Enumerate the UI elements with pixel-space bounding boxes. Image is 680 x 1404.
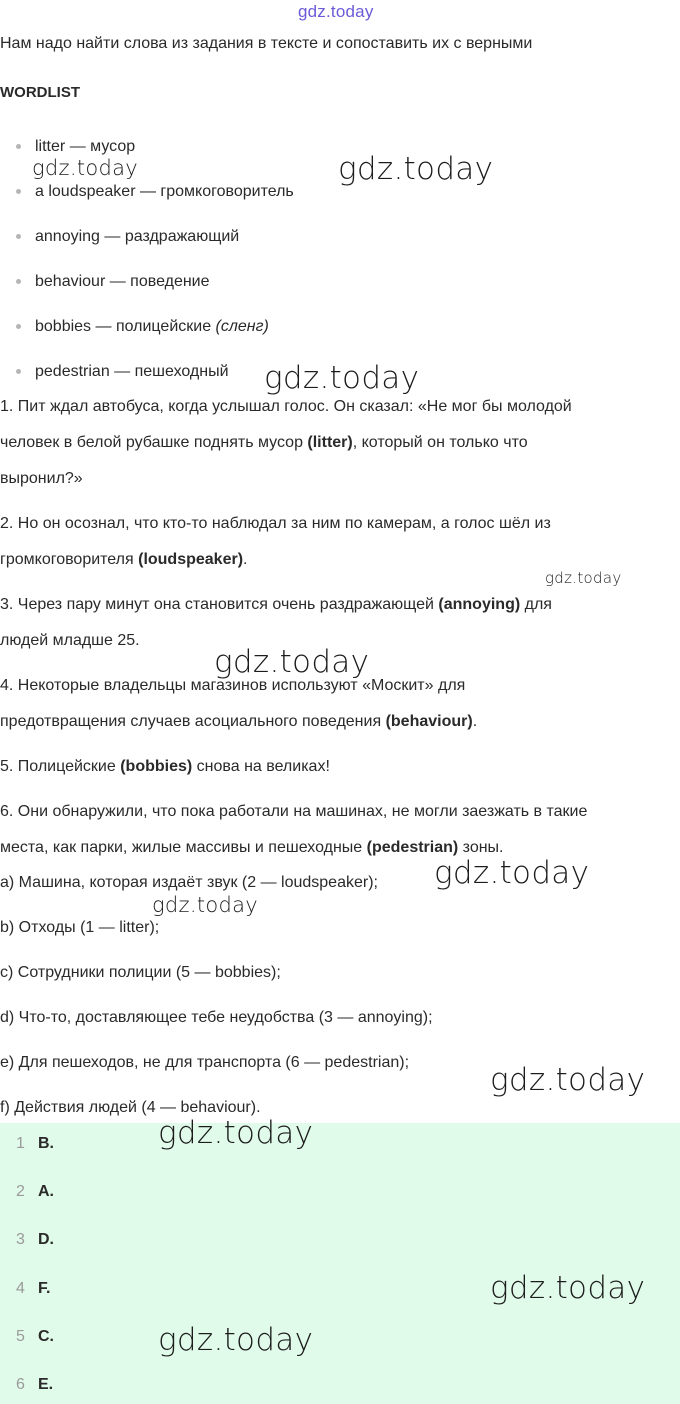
wordlist-item: a loudspeaker — громкоговоритель <box>16 183 294 201</box>
wordlist-item: annoying — раздражающий <box>16 228 239 246</box>
wordlist-item: litter — мусор <box>16 138 135 156</box>
match-item: b) Отходы (1 — litter); <box>0 919 160 936</box>
paragraph-5: 5. Полицейские (bobbies) снова на великах! <box>0 758 330 775</box>
watermark: gdz.today <box>264 360 420 396</box>
wordlist-heading: WORDLIST <box>0 84 80 101</box>
watermark: gdz.today <box>434 855 590 891</box>
match-item: e) Для пешеходов, не для транспорта (6 — pedestrian); <box>0 1054 410 1071</box>
answer-row: 5 C. <box>16 1328 54 1345</box>
bullet-icon <box>16 144 21 149</box>
watermark: gdz.today <box>158 1322 314 1358</box>
paragraph-2: 2. Но он осознал, что кто-то наблюдал за ним по камерам, а голос шёл из громкоговорителя (loudspeaker). <box>0 515 551 568</box>
answer-row: 2 A. <box>16 1183 54 1200</box>
answer-row: 6 E. <box>16 1376 54 1393</box>
answer-row: 1 B. <box>16 1135 54 1152</box>
answer-block <box>0 1123 680 1404</box>
bullet-icon <box>16 324 21 329</box>
match-item: a) Машина, которая издаёт звук (2 — loudspeaker); <box>0 874 378 891</box>
match-item: f) Действия людей (4 — behaviour). <box>0 1099 261 1116</box>
bullet-icon <box>16 234 21 239</box>
watermark: gdz.today <box>490 1062 646 1098</box>
wordlist-item: bobbies — полицейские (сленг) <box>16 318 269 336</box>
wordlist-item: behaviour — поведение <box>16 273 210 291</box>
paragraph-3: 3. Через пару минут она становится очень раздражающей (annoying) для людей младше 25. <box>0 596 552 649</box>
paragraph-4: 4. Некоторые владельцы магазинов используют «Москит» для предотвращения случаев асоциального поведения (behaviour). <box>0 677 478 730</box>
site-logo[interactable]: gdz.today <box>298 2 374 21</box>
wordlist-item: pedestrian — пешеходный <box>16 363 229 381</box>
match-item: c) Сотрудники полиции (5 — bobbies); <box>0 964 281 981</box>
bullet-icon <box>16 279 21 284</box>
answer-row: 3 D. <box>16 1231 54 1248</box>
paragraph-6: 6. Они обнаружили, что пока работали на машинах, не могли заезжать в такие места, как парки, жилые массивы и пешеходные (pedestrian) зоны. <box>0 803 588 856</box>
watermark: gdz.today <box>152 893 259 917</box>
match-item: d) Что-то, доставляющее тебе неудобства (3 — annoying); <box>0 1009 433 1026</box>
watermark: gdz.today <box>214 644 370 680</box>
watermark: gdz.today <box>490 1270 646 1306</box>
watermark: gdz.today <box>545 569 622 587</box>
answer-row: 4 F. <box>16 1280 51 1297</box>
paragraph-1: 1. Пит ждал автобуса, когда услышал голос. Он сказал: «Не мог бы молодой человек в белой рубашке поднять мусор (litter), который он только что выронил?» <box>0 398 572 487</box>
watermark: gdz.today <box>338 151 494 187</box>
watermark: gdz.today <box>32 156 139 180</box>
task-intro: Нам надо найти слова из задания в тексте и сопоставить их с верными <box>0 35 533 52</box>
watermark: gdz.today <box>158 1115 314 1151</box>
bullet-icon <box>16 189 21 194</box>
bullet-icon <box>16 369 21 374</box>
